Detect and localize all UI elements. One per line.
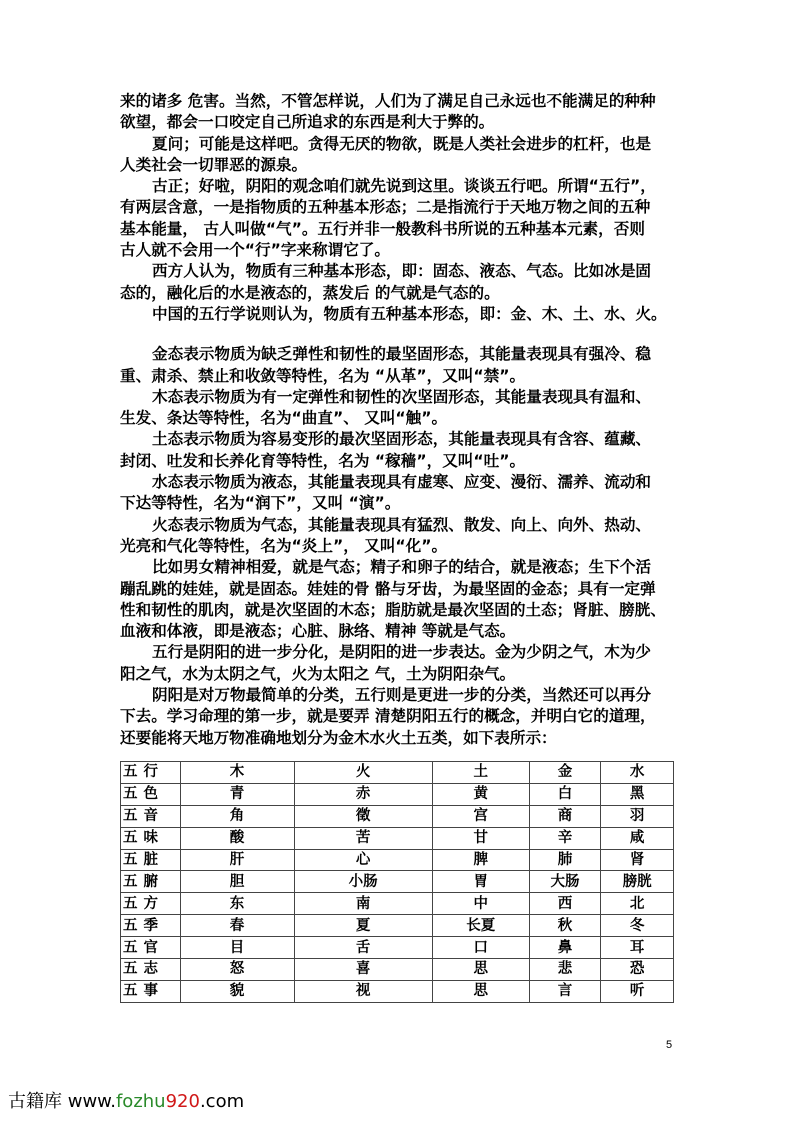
- table-cell: 舌: [294, 937, 432, 959]
- table-cell: 咸: [601, 827, 674, 849]
- text-line: 重、肃杀、禁止和收敛等特性，名为 “从革”，又叫“禁”。: [120, 366, 526, 385]
- table-row: [121, 783, 674, 805]
- paragraph: [120, 387, 680, 430]
- table-cell: 胆: [180, 871, 294, 893]
- text-line: 欲望，都会一口咬定自己所追求的东西是利大于弊的。: [120, 113, 495, 132]
- table-cell: 宫: [432, 805, 529, 827]
- table-cell: 甘: [432, 827, 529, 849]
- table-row: [121, 827, 674, 849]
- table-cell: 北: [601, 893, 674, 915]
- text-line: 金态表示物质为缺乏弹性和韧性的最坚固形态，其能量表现具有强冷、稳: [152, 345, 652, 364]
- table-row: [121, 959, 674, 981]
- body-text: [120, 91, 680, 749]
- footer-url-suffix: .com: [199, 1091, 245, 1112]
- table-row: [121, 805, 674, 827]
- row-label: 五季: [121, 915, 181, 937]
- table-cell: 思: [432, 959, 529, 981]
- text-line: 血液和体液，即是液态；心脏、脉络、精神 等就是气态。: [120, 622, 516, 641]
- table-cell: 辛: [529, 827, 601, 849]
- text-line: 水态表示物质为液态，其能量表现具有虚寒、应变、漫衍、濡养、流动和: [152, 473, 652, 492]
- paragraph: [120, 91, 680, 134]
- text-line: 下去。学习命理的第一步，就是要弄 清楚阴阳五行的概念，并明白它的道理，: [120, 707, 656, 726]
- table-cell: 木: [180, 762, 294, 784]
- table-cell: 长夏: [432, 915, 529, 937]
- row-label: 五脏: [121, 849, 181, 871]
- table-cell: 悲: [529, 959, 601, 981]
- text-line: 生发、条达等特性，名为“曲直”、 又叫“触”。: [120, 409, 448, 428]
- paragraph: [120, 344, 680, 387]
- footer-url-prefix: www.: [67, 1091, 116, 1112]
- table-row: [121, 915, 674, 937]
- table-cell: 夏: [294, 915, 432, 937]
- table-cell: 肝: [180, 849, 294, 871]
- paragraph: [120, 429, 680, 472]
- table-cell: 口: [432, 937, 529, 959]
- table-cell: 中: [432, 893, 529, 915]
- five-elements-table: [120, 761, 674, 1003]
- table-cell: 青: [180, 783, 294, 805]
- table-cell: 南: [294, 893, 432, 915]
- row-label: 五官: [121, 937, 181, 959]
- paragraph: [120, 176, 680, 261]
- text-line: 来的诸多 危害。当然，不管怎样说，人们为了满足自己永远也不能满足的种种: [120, 92, 656, 110]
- table-cell: 言: [529, 980, 601, 1002]
- text-line: 还要能将天地万物准确地划分为金木水火土五类，如下表所示：: [120, 728, 557, 747]
- row-label: 五色: [121, 783, 181, 805]
- table-cell: 东: [180, 893, 294, 915]
- table-cell: 春: [180, 915, 294, 937]
- footer-brand: 古籍库: [8, 1091, 62, 1112]
- table-cell: 怒: [180, 959, 294, 981]
- row-label: 五行: [121, 762, 181, 784]
- text-line: 人类社会一切罪恶的源泉。: [120, 155, 308, 174]
- table-row: [121, 762, 674, 784]
- paragraph: [120, 472, 680, 515]
- page-number: 5: [666, 1039, 673, 1051]
- text-line: 比如男女精神相爱，就是气态；精子和卵子的结合，就是液态；生下个活: [152, 558, 652, 577]
- table-cell: 西: [529, 893, 601, 915]
- table-cell: 徵: [294, 805, 432, 827]
- table-row: [121, 893, 674, 915]
- text-line: 火态表示物质为气态，其能量表现具有猛烈、散发、向上、向外、热动、: [152, 515, 652, 534]
- table-cell: 火: [294, 762, 432, 784]
- text-line: 夏问；可能是这样吧。贪得无厌的物欲，既是人类社会进步的杠杆，也是: [152, 134, 652, 153]
- table-cell: 貌: [180, 980, 294, 1002]
- table-cell: 耳: [601, 937, 674, 959]
- table-cell: 视: [294, 980, 432, 1002]
- table-cell: 心: [294, 849, 432, 871]
- text-line: 性和韧性的肌肉，就是次坚固的木态；脂肪就是最次坚固的土态；肾脏、膀胱、: [120, 600, 666, 619]
- paragraph: [120, 304, 680, 325]
- table-cell: 金: [529, 762, 601, 784]
- table-cell: 秋: [529, 915, 601, 937]
- paragraph: [120, 642, 680, 685]
- text-line: 中国的五行学说则认为，物质有五种基本形态，即：金、木、土、水、火。: [152, 304, 667, 323]
- row-label: 五腑: [121, 871, 181, 893]
- table-row: [121, 849, 674, 871]
- table-cell: 膀胱: [601, 871, 674, 893]
- table-row: [121, 980, 674, 1002]
- table-cell: 胃: [432, 871, 529, 893]
- table-cell: 土: [432, 762, 529, 784]
- table-cell: 听: [601, 980, 674, 1002]
- text-line: 木态表示物质为有一定弹性和韧性的次坚固形态，其能量表现具有温和、: [152, 387, 652, 406]
- table-cell: 肺: [529, 849, 601, 871]
- table-cell: 水: [601, 762, 674, 784]
- paragraph: [120, 261, 680, 304]
- table-cell: 商: [529, 805, 601, 827]
- text-line: 蹦乱跳的娃娃，就是固态。娃娃的骨 骼与牙齿，为最坚固的金态；具有一定弹: [120, 579, 656, 598]
- text-line: 西方人认为，物质有三种基本形态，即：固态、液态、气态。比如冰是固: [152, 262, 652, 281]
- table-cell: 目: [180, 937, 294, 959]
- table-cell: 大肠: [529, 871, 601, 893]
- table-cell: 小肠: [294, 871, 432, 893]
- row-label: 五方: [121, 893, 181, 915]
- table-cell: 思: [432, 980, 529, 1002]
- text-line: 封闭、吐发和长养化育等特性，名为 “稼穑”，又叫“吐”。: [120, 451, 526, 470]
- paragraph: [120, 134, 680, 177]
- table-cell: 冬: [601, 915, 674, 937]
- footer-url-green: fozhu: [115, 1091, 166, 1112]
- table-cell: 脾: [432, 849, 529, 871]
- paragraph: [120, 515, 680, 558]
- text-line: 古人就不会用一个“行”字来称谓它了。: [120, 241, 390, 260]
- table-cell: 苦: [294, 827, 432, 849]
- table-cell: 赤: [294, 783, 432, 805]
- text-line: 光亮和气化等特性，名为“炎上”， 又叫“化”。: [120, 536, 448, 555]
- row-label: 五音: [121, 805, 181, 827]
- footer-url-red: 920: [165, 1091, 200, 1112]
- table-cell: 恐: [601, 959, 674, 981]
- text-line: 态的，融化后的水是液态的，蒸发后 的气就是气态的。: [120, 283, 500, 302]
- table-cell: 鼻: [529, 937, 601, 959]
- text-line: 下达等特性，名为“润下”，又叫 “演”。: [120, 494, 401, 513]
- table-cell: 白: [529, 783, 601, 805]
- row-label: 五味: [121, 827, 181, 849]
- text-line: 土态表示物质为容易变形的最次坚固形态，其能量表现具有含容、蕴藏、: [152, 430, 652, 449]
- table-cell: 酸: [180, 827, 294, 849]
- row-label: 五事: [121, 980, 181, 1002]
- text-line: 基本能量， 古人叫做“气”。五行并非一般教科书所说的五种基本元素，否则: [120, 219, 645, 238]
- table-row: [121, 871, 674, 893]
- text-line: 阳之气，水为太阴之气，火为太阳之 气，土为阴阳杂气。: [120, 664, 516, 683]
- table-cell: 角: [180, 805, 294, 827]
- paragraph: [120, 557, 680, 642]
- footer-watermark: [8, 1087, 244, 1113]
- table-cell: 肾: [601, 849, 674, 871]
- text-line: 五行是阴阳的进一步分化，是阴阳的进一步表达。金为少阴之气，木为少: [152, 643, 652, 662]
- text-line: 阴阳是对万物最简单的分类，五行则是更进一步的分类，当然还可以再分: [152, 686, 652, 705]
- table-row: [121, 937, 674, 959]
- row-label: 五志: [121, 959, 181, 981]
- table-cell: 黑: [601, 783, 674, 805]
- text-line: 有两层含意，一是指物质的五种基本形态；二是指流行于天地万物之间的五种: [120, 198, 651, 217]
- table-cell: 黄: [432, 783, 529, 805]
- table-cell: 羽: [601, 805, 674, 827]
- text-line: 古正；好啦，阴阳的观念咱们就先说到这里。谈谈五行吧。所谓“五行”，: [152, 177, 656, 196]
- blank-line: [120, 325, 680, 344]
- paragraph: [120, 685, 680, 749]
- table-cell: 喜: [294, 959, 432, 981]
